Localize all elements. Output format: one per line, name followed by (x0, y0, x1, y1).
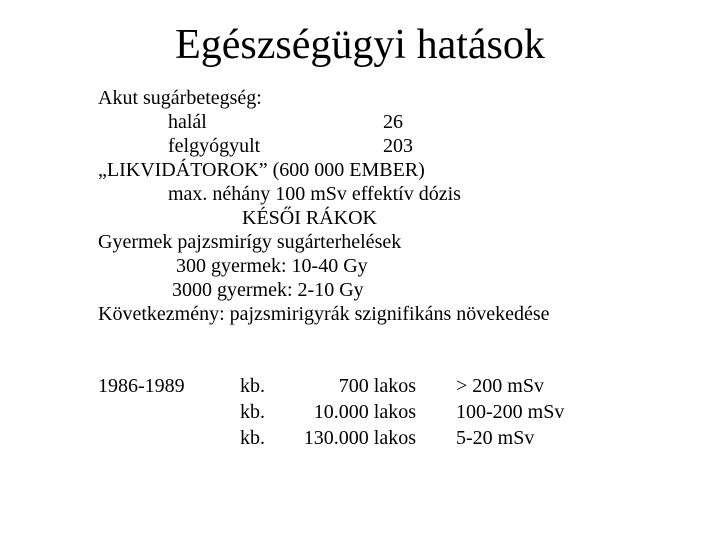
late-cancers: KÉSŐI RÁKOK (242, 207, 377, 229)
children-300: 300 gyermek: 10-40 Gy (176, 255, 368, 277)
slide-title: Egészségügyi hatások (175, 22, 545, 68)
thyroid-heading: Gyermek pajzsmirígy sugárterhelések (98, 231, 402, 253)
recovered-label: felgyógyult (168, 135, 261, 157)
consequence: Következmény: pajzsmirigyrák szignifikáns növekedése (98, 303, 550, 325)
death-label: halál (168, 111, 207, 133)
period: 1986-1989 (98, 375, 185, 397)
acute-heading: Akut sugárbetegség: (98, 87, 262, 109)
children-3000: 3000 gyermek: 2-10 Gy (172, 279, 364, 301)
liquidators-line: „LIKVIDÁTOROK” (600 000 EMBER) (98, 159, 425, 181)
row-1-kb: kb. (240, 375, 265, 397)
row-3-count: 130.000 lakos (303, 427, 416, 449)
row-1-dose: > 200 mSv (456, 375, 544, 397)
row-1-count: 700 lakos (338, 375, 416, 397)
row-2-dose: 100-200 mSv (456, 401, 565, 423)
row-2-count: 10.000 lakos (313, 401, 416, 423)
row-3-dose: 5-20 mSv (456, 427, 535, 449)
death-value: 26 (383, 111, 403, 133)
row-3-kb: kb. (240, 427, 265, 449)
liquidators-dose: max. néhány 100 mSv effektív dózis (168, 183, 461, 205)
recovered-value: 203 (383, 135, 413, 157)
row-2-kb: kb. (240, 401, 265, 423)
